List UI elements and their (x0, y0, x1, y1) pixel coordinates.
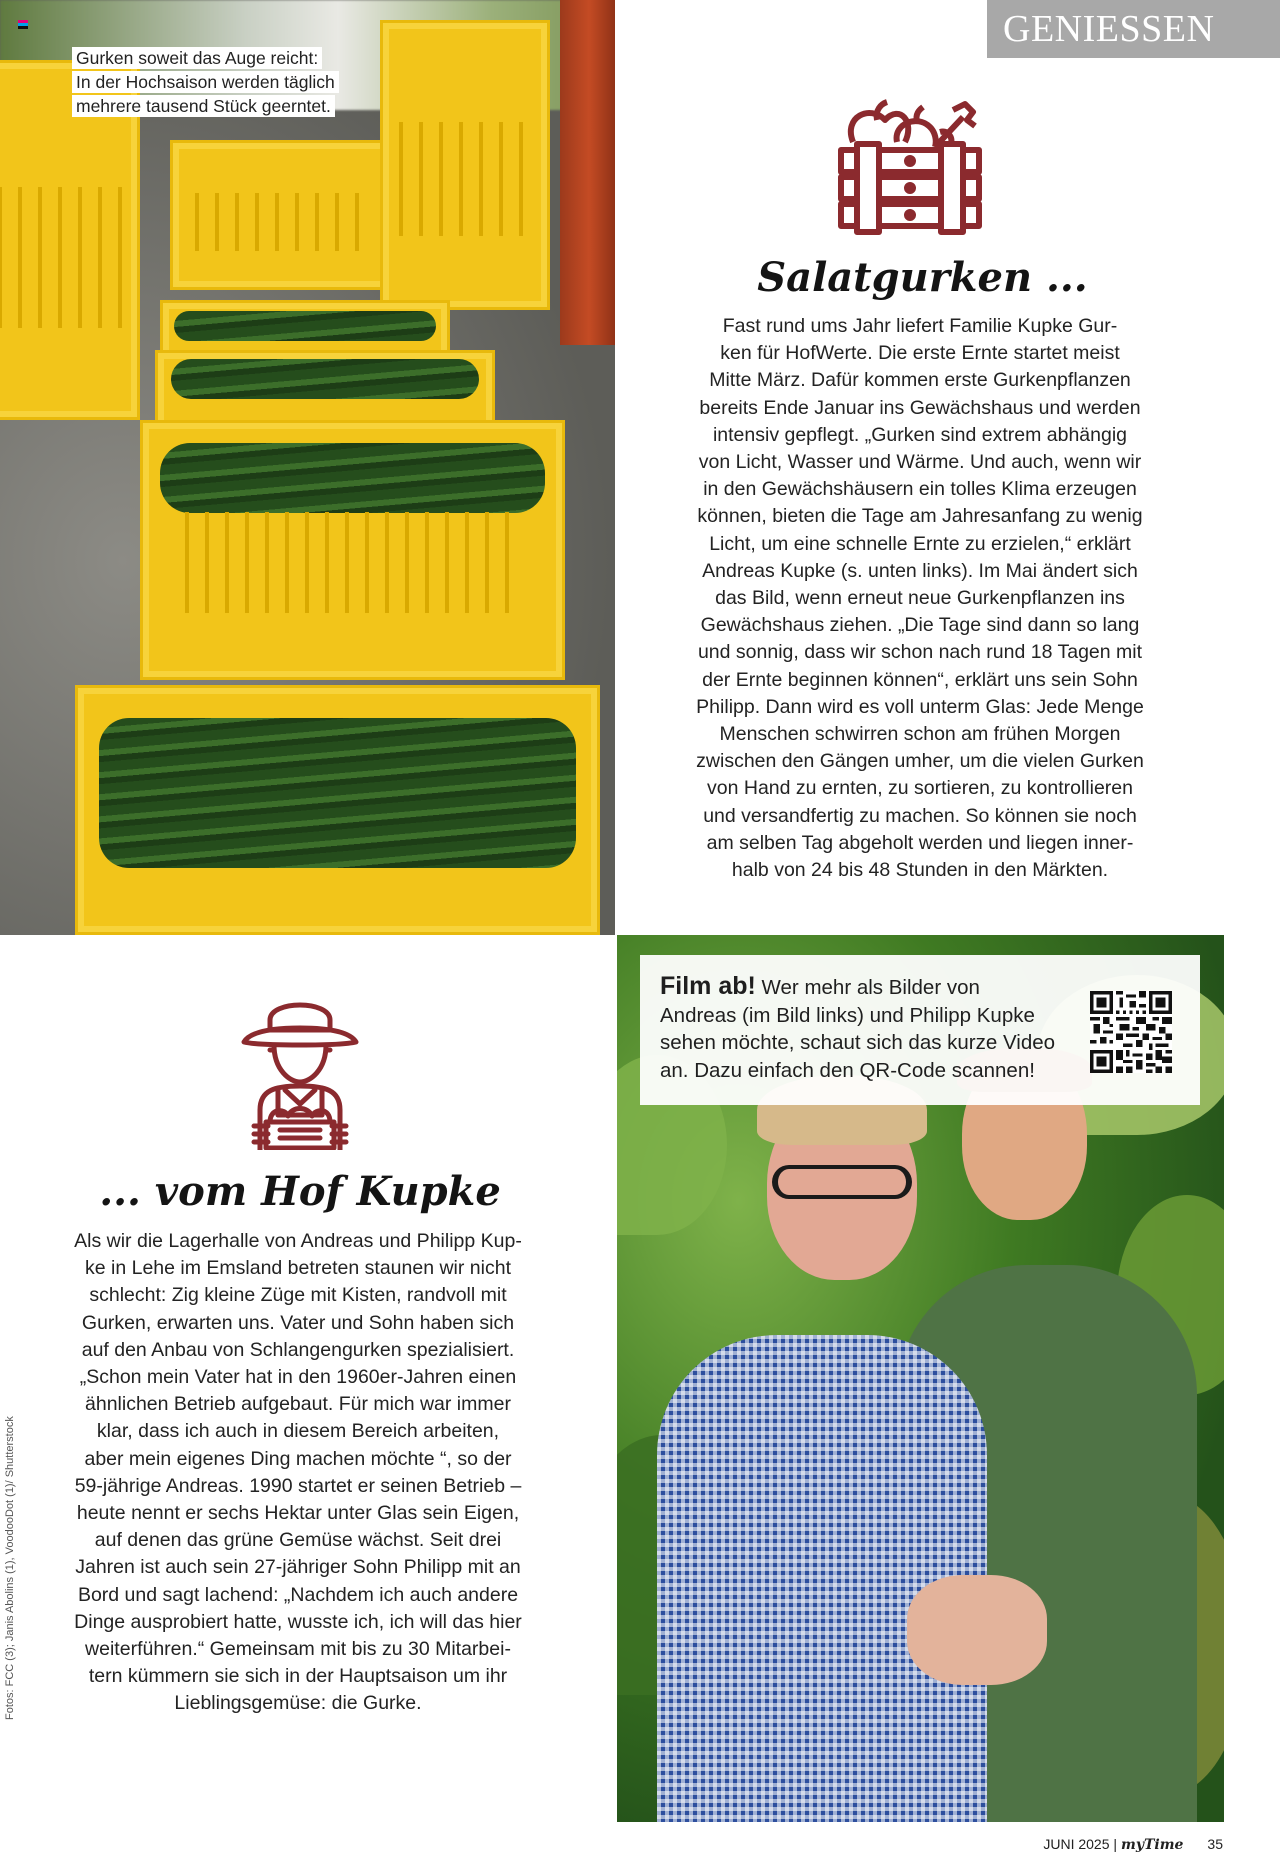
section-badge (987, 0, 1280, 58)
text-line: Menschen schwirren schon am frühen Morgen (719, 723, 1121, 746)
page-footer (1043, 1836, 1223, 1853)
caption-line: mehrere tausend Stück geerntet. (72, 95, 335, 117)
text-line: in den Gewächshäusern ein tolles Klima erzeugen (703, 478, 1137, 501)
text-line: zwischen den Gängen umher, um die vielen Gurken (696, 750, 1144, 773)
red-pillar (560, 0, 615, 345)
headline-vom-hof-kupke: ... vom Hof Kupke (99, 1168, 501, 1215)
text-line: ähnlichen Betrieb aufgebaut. Für mich war immer (85, 1393, 511, 1416)
text-line: können, bieten die Tage am Jahresanfang zu wenig (697, 505, 1143, 528)
film-ab-callout (640, 955, 1200, 1105)
text-line: bereits Ende Januar ins Gewächshaus und werden (699, 396, 1141, 419)
text-line: am selben Tag abgeholt werden und liegen inner- (706, 831, 1134, 854)
text-line: und sonnig, dass wir schon nach rund 18 Tagen mit (697, 641, 1143, 664)
text-line: Mitte März. Dafür kommen erste Gurkenpflanzen (709, 369, 1131, 392)
text-line: intensiv gepflegt. „Gurken sind extrem abhängig (712, 423, 1128, 446)
text-line: auf denen das grüne Gemüse wächst. Seit drei (94, 1529, 502, 1552)
caption-line: Gurken soweit das Auge reicht: (72, 47, 322, 69)
text-line: weiterführen.“ Gemeinsam mit bis zu 30 Mitarbei- (85, 1638, 511, 1661)
qr-code-icon[interactable] (1090, 991, 1172, 1073)
photo-caption (72, 46, 392, 118)
crate-stack (380, 20, 550, 310)
text-line: klar, dass ich auch in diesem Bereich arbeiten, (96, 1420, 500, 1443)
text-line: Als wir die Lagerhalle von Andreas und Philipp Kup- (74, 1230, 522, 1252)
crate (155, 350, 495, 430)
page-number: 35 (1207, 1836, 1223, 1852)
hand-holding-cucumber (907, 1575, 1047, 1685)
crate (75, 685, 600, 935)
text-line: Jahren ist auch sein 27-jähriger Sohn Philipp mit an (75, 1556, 521, 1579)
film-ab-text (660, 973, 1090, 1084)
text-line: der Ernte beginnen können“, erklärt uns sein Sohn (702, 668, 1138, 691)
text-line: ke in Lehe im Emsland betreten staunen wir nicht (85, 1257, 511, 1280)
section-label: GENIESSEN (1003, 8, 1215, 50)
article-body-left (48, 1228, 548, 1718)
print-color-marker (18, 20, 28, 29)
text-line: Gewächshaus ziehen. „Die Tage sind dann so lang (700, 614, 1140, 637)
text-line: Gurken, erwarten uns. Vater und Sohn haben sich (81, 1311, 515, 1334)
farmer-with-crate-icon (240, 990, 360, 1150)
text-line: 59-jährige Andreas. 1990 startet er seinen Betrieb – (74, 1474, 522, 1497)
text-line: halb von 24 bis 48 Stunden in den Märkten. (731, 859, 1109, 882)
text-line: Licht, um eine schnelle Ernte zu erzielen,“ erklärt (709, 532, 1131, 555)
issue-date: JUNI 2025 | (1043, 1836, 1118, 1852)
crate (140, 420, 565, 680)
text-line: und versandfertig zu machen. So können sie noch (703, 804, 1137, 827)
text-line: aber mein eigenes Ding machen möchte “, so der (84, 1447, 512, 1470)
photo-cucumber-crates (0, 0, 615, 935)
text-line: „Schon mein Vater hat in den 1960er-Jahren einen (79, 1366, 517, 1389)
magazine-brand: myTime (1121, 1837, 1184, 1853)
film-line: sehen möchte, schaut sich das kurze Video (660, 1031, 1056, 1054)
text-line: ken für HofWerte. Die erste Ernte startet meist (720, 342, 1120, 365)
film-line: Wer mehr als Bilder von (755, 976, 980, 999)
text-line: Philipp. Dann wird es voll unterm Glas: Jede Menge (696, 695, 1144, 718)
film-line: Andreas (im Bild links) und Philipp Kupke (660, 1003, 1035, 1027)
vegetable-crate-icon (835, 92, 985, 237)
headline-salatgurken: Salatgurken ... (757, 254, 1088, 301)
text-line: von Hand zu ernten, zu sortieren, zu kontrollieren (707, 777, 1133, 800)
text-line: das Bild, wenn erneut neue Gurkenpflanzen ins (715, 587, 1125, 610)
text-line: Lieblingsgemüse: die Gurke. (174, 1692, 422, 1715)
text-line: schlecht: Zig kleine Züge mit Kisten, randvoll mit (89, 1284, 507, 1307)
glasses (772, 1165, 912, 1199)
film-ab-lead: Film ab! (660, 972, 756, 1000)
article-body-right (660, 313, 1180, 884)
text-line: heute nennt er sechs Hektar unter Glas sein Eigen, (76, 1502, 520, 1525)
film-line: an. Dazu einfach den QR-Code scannen! (660, 1058, 1035, 1082)
text-line: auf den Anbau von Schlangengurken spezialisiert. (81, 1338, 515, 1361)
text-line: Andreas Kupke (s. unten links). Im Mai ändert sich (702, 559, 1138, 582)
text-line: Bord und sagt lachend: „Nachdem ich auch andere (77, 1583, 519, 1606)
crate (170, 140, 400, 290)
photo-credits: Fotos: FCC (3); Janis Abolins (1), VoodooDot (1)/ Shutterstock (4, 1416, 16, 1720)
text-line: Fast rund ums Jahr liefert Familie Kupke Gur- (722, 315, 1118, 337)
text-line: von Licht, Wasser und Wärme. Und auch, wenn wir (698, 451, 1142, 474)
caption-line: In der Hochsaison werden täglich (72, 71, 339, 93)
text-line: Dinge ausprobiert hatte, wusste ich, ich will das hier (74, 1610, 522, 1633)
text-line: tern kümmern sie sich in der Hauptsaison um ihr (88, 1665, 508, 1688)
